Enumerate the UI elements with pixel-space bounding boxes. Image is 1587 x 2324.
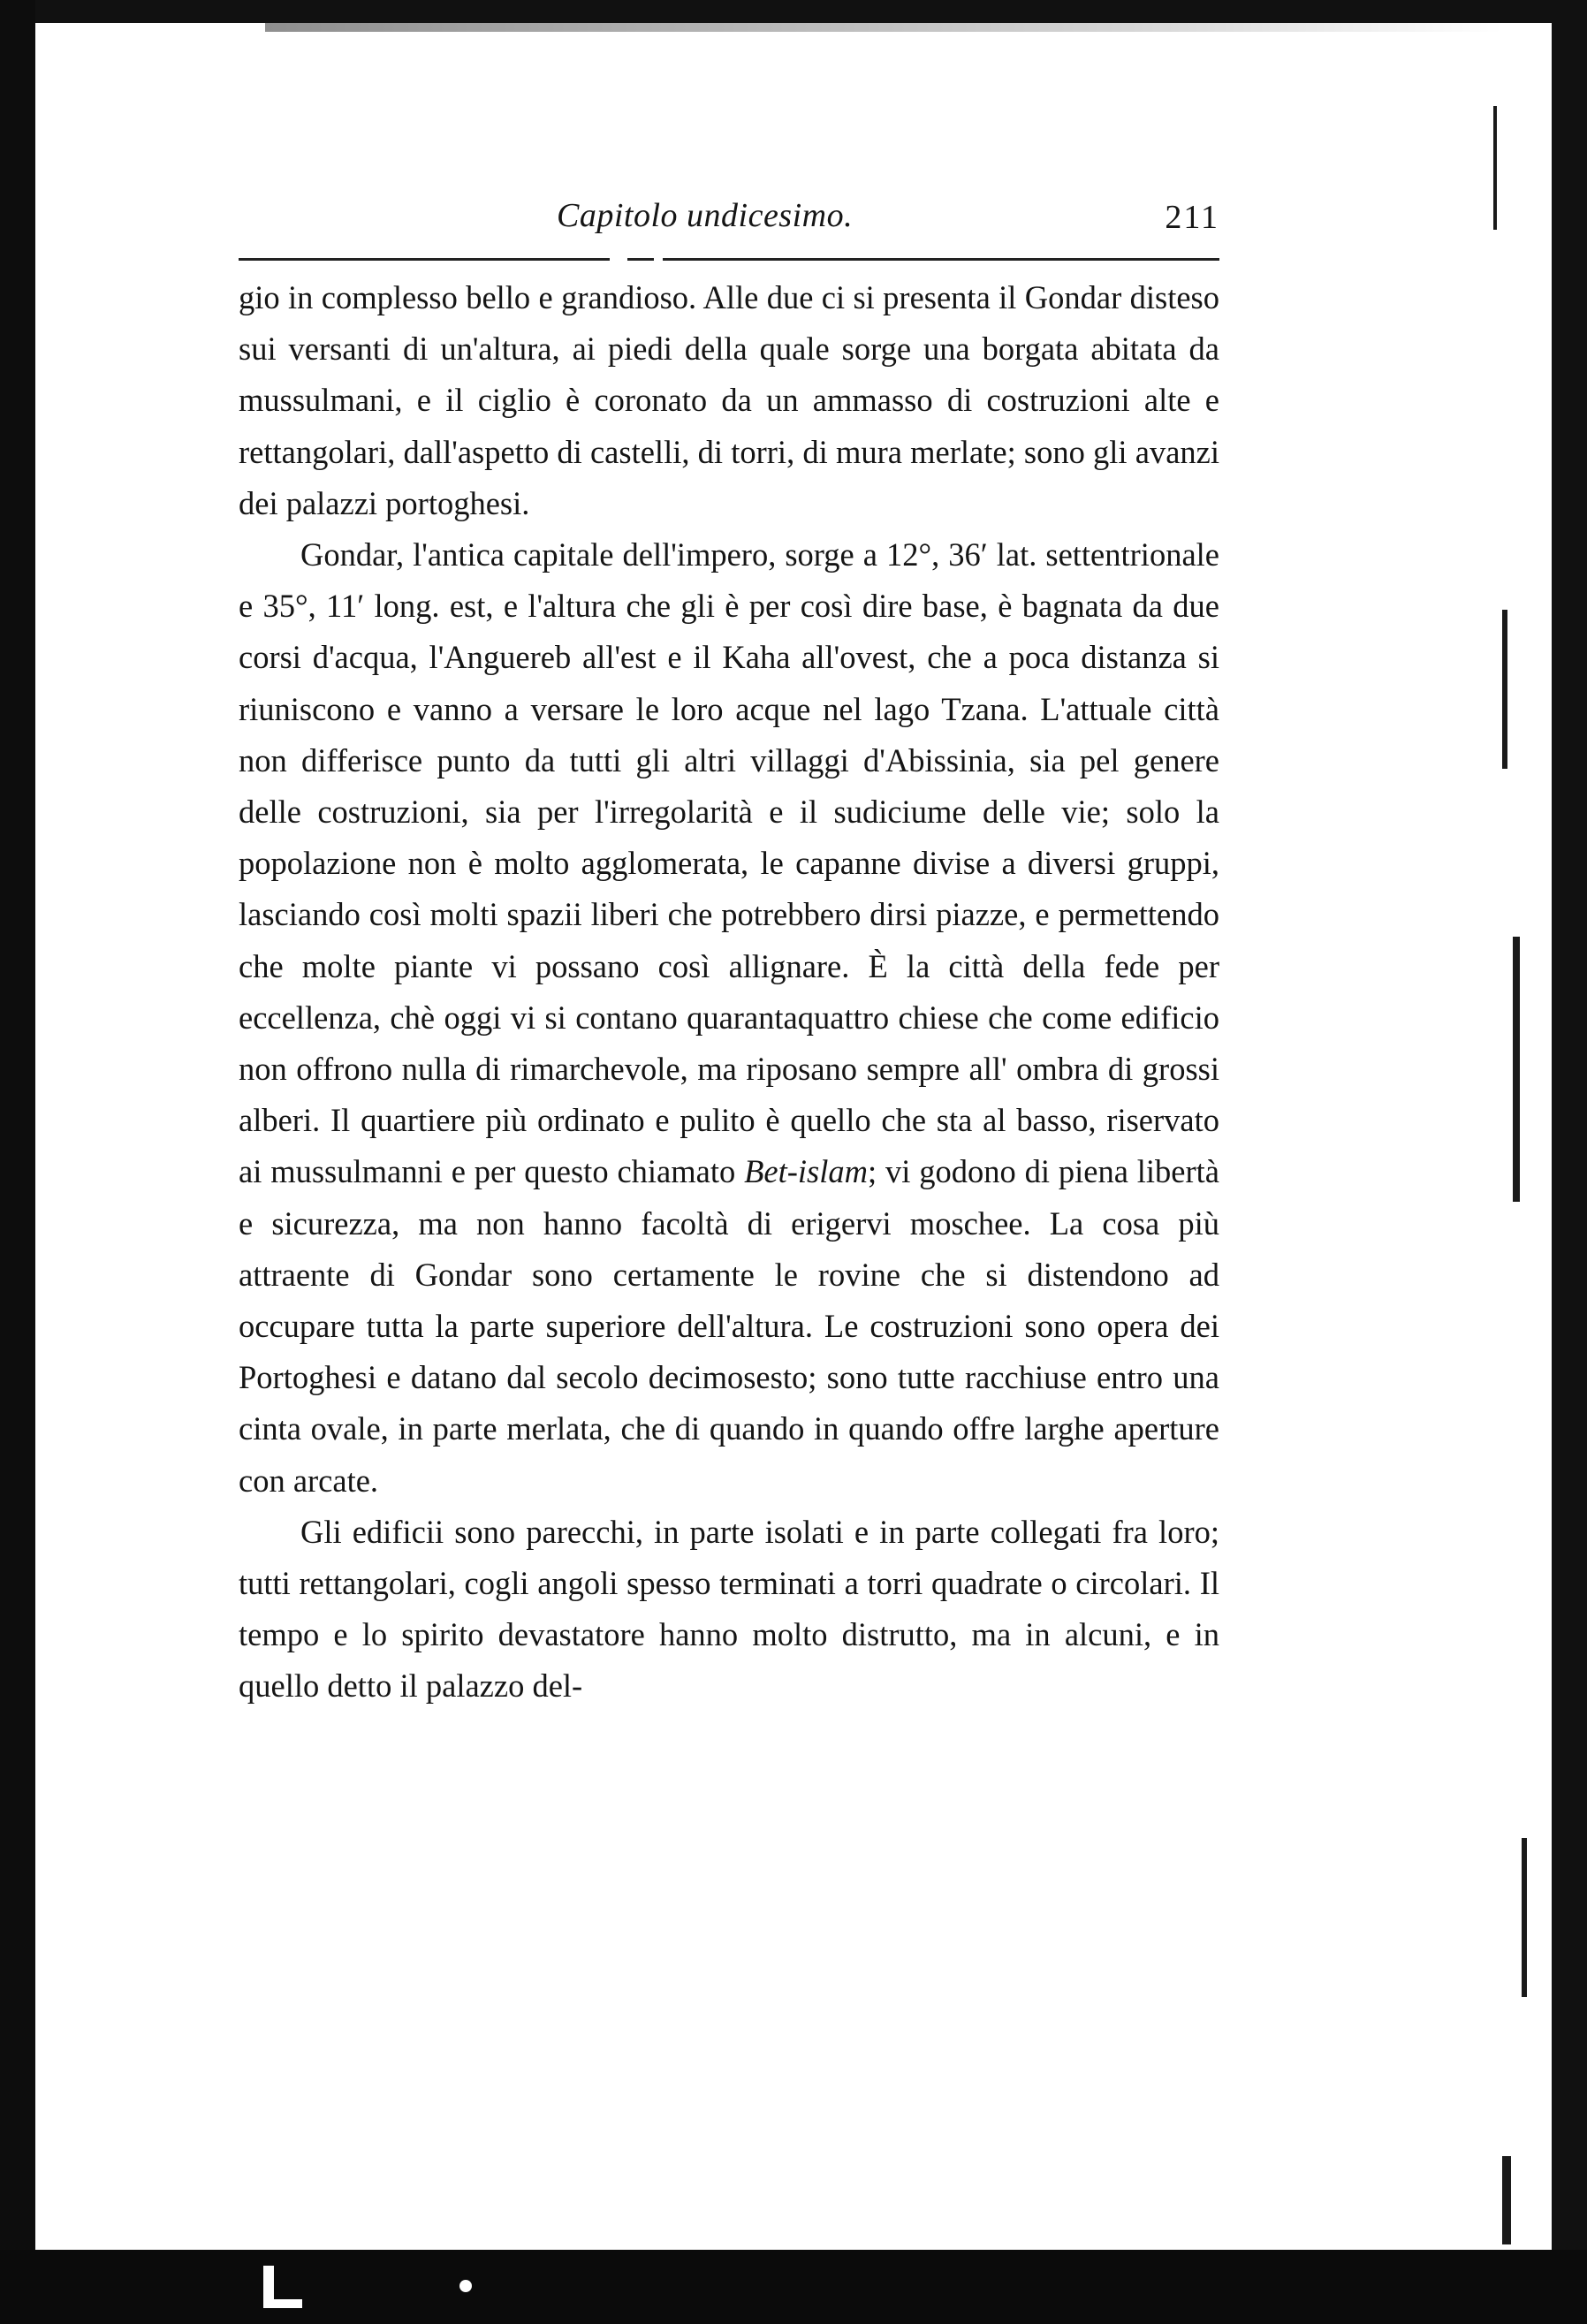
- scan-border-left: [0, 0, 35, 2324]
- italic-term: Bet-islam: [744, 1153, 868, 1190]
- book-page: [239, 177, 1219, 1713]
- scan-shadow-top: [265, 23, 1502, 32]
- paragraph-text: Gondar, l'antica capitale dell'impero, sorge a 12°, 36′ lat. settentrionale e 35°, 11′ long. est, e l'altura che gli è per così dire base, è bagnata da due corsi d'acqua, l'Anguereb all'est e il Kaha all'ovest, che a poca distanza si riuniscono e vanno a versare le loro acque nel lago Tzana. L'attuale città non differisce punto da tutti gli altri villaggi d'Abissinia, sia pel genere delle costruzioni, sia per l'irregolarità e il sudiciume delle vie; solo la popolazione non è molto agglomerata, le capanne divise a diversi gruppi, lasciando così molti spazii liberi che potrebbero dirsi piazze, e permettendo che molte piante vi possano così allignare. È la città della fede per eccellenza, chè oggi vi si contano quarantaquattro chiese che come edificio non offrono nulla di rimarchevole, ma riposano sempre all' ombra di grossi alberi. Il quartiere più ordinato e pulito è quello che sta al basso, riservato ai mussulmanni e per questo chiamato: [239, 536, 1219, 1190]
- scan-border-bottom: [0, 2250, 1587, 2324]
- paragraph-text: ; vi godono di piena libertà e sicurezza, ma non hanno facoltà di erigervi moschee. La cosa più attraente di Gondar sono certamente le rovine che si distendono ad occupare tutta la parte superiore dell'altura. Le costruzioni sono opera dei Portoghesi e datano dal secolo decimosesto; sono tutte racchiuse entro una cinta ovale, in parte merlata, che di quando in quando offre larghe aperture con arcate.: [239, 1153, 1220, 1499]
- scan-artifact: [1502, 2156, 1511, 2244]
- paragraph: Gli edificii sono parecchi, in parte isolati e in parte collegati fra loro; tutti rettangolari, cogli angoli spesso terminati a torri quadrate o circolari. Il tempo e lo spirito devastatore hanno molto distrutto, ma in alcuni, e in quello detto il palazzo del-: [239, 1513, 1219, 1705]
- page-header: [239, 177, 1219, 262]
- paragraph: gio in complesso bello e grandioso. Alle due ci si presenta il Gondar disteso sui versanti di un'altura, ai piedi della quale sorge una borgata abitata da mussulmani, e il ciglio è coronato da un ammasso di costruzioni alte e rettangolari, dall'aspetto di castelli, di torri, di mura merlate; sono gli avanzi dei palazzi portoghesi.: [239, 279, 1219, 521]
- scan-mark: [459, 2280, 472, 2292]
- scan-border-right: [1552, 0, 1587, 2324]
- paragraph: [239, 529, 1219, 1507]
- scan-artifact: [1522, 1838, 1527, 1997]
- running-title: Capitolo undicesimo.: [557, 197, 854, 234]
- scan-mark: [269, 2299, 302, 2308]
- scan-artifact: [1513, 937, 1520, 1202]
- scan-artifact: [1493, 106, 1497, 230]
- scan-artifact: [1502, 610, 1507, 769]
- body-text: [239, 272, 1219, 1713]
- header-rule: [239, 258, 1219, 261]
- scan-border-top: [0, 0, 1587, 23]
- page-number: 211: [1165, 199, 1219, 236]
